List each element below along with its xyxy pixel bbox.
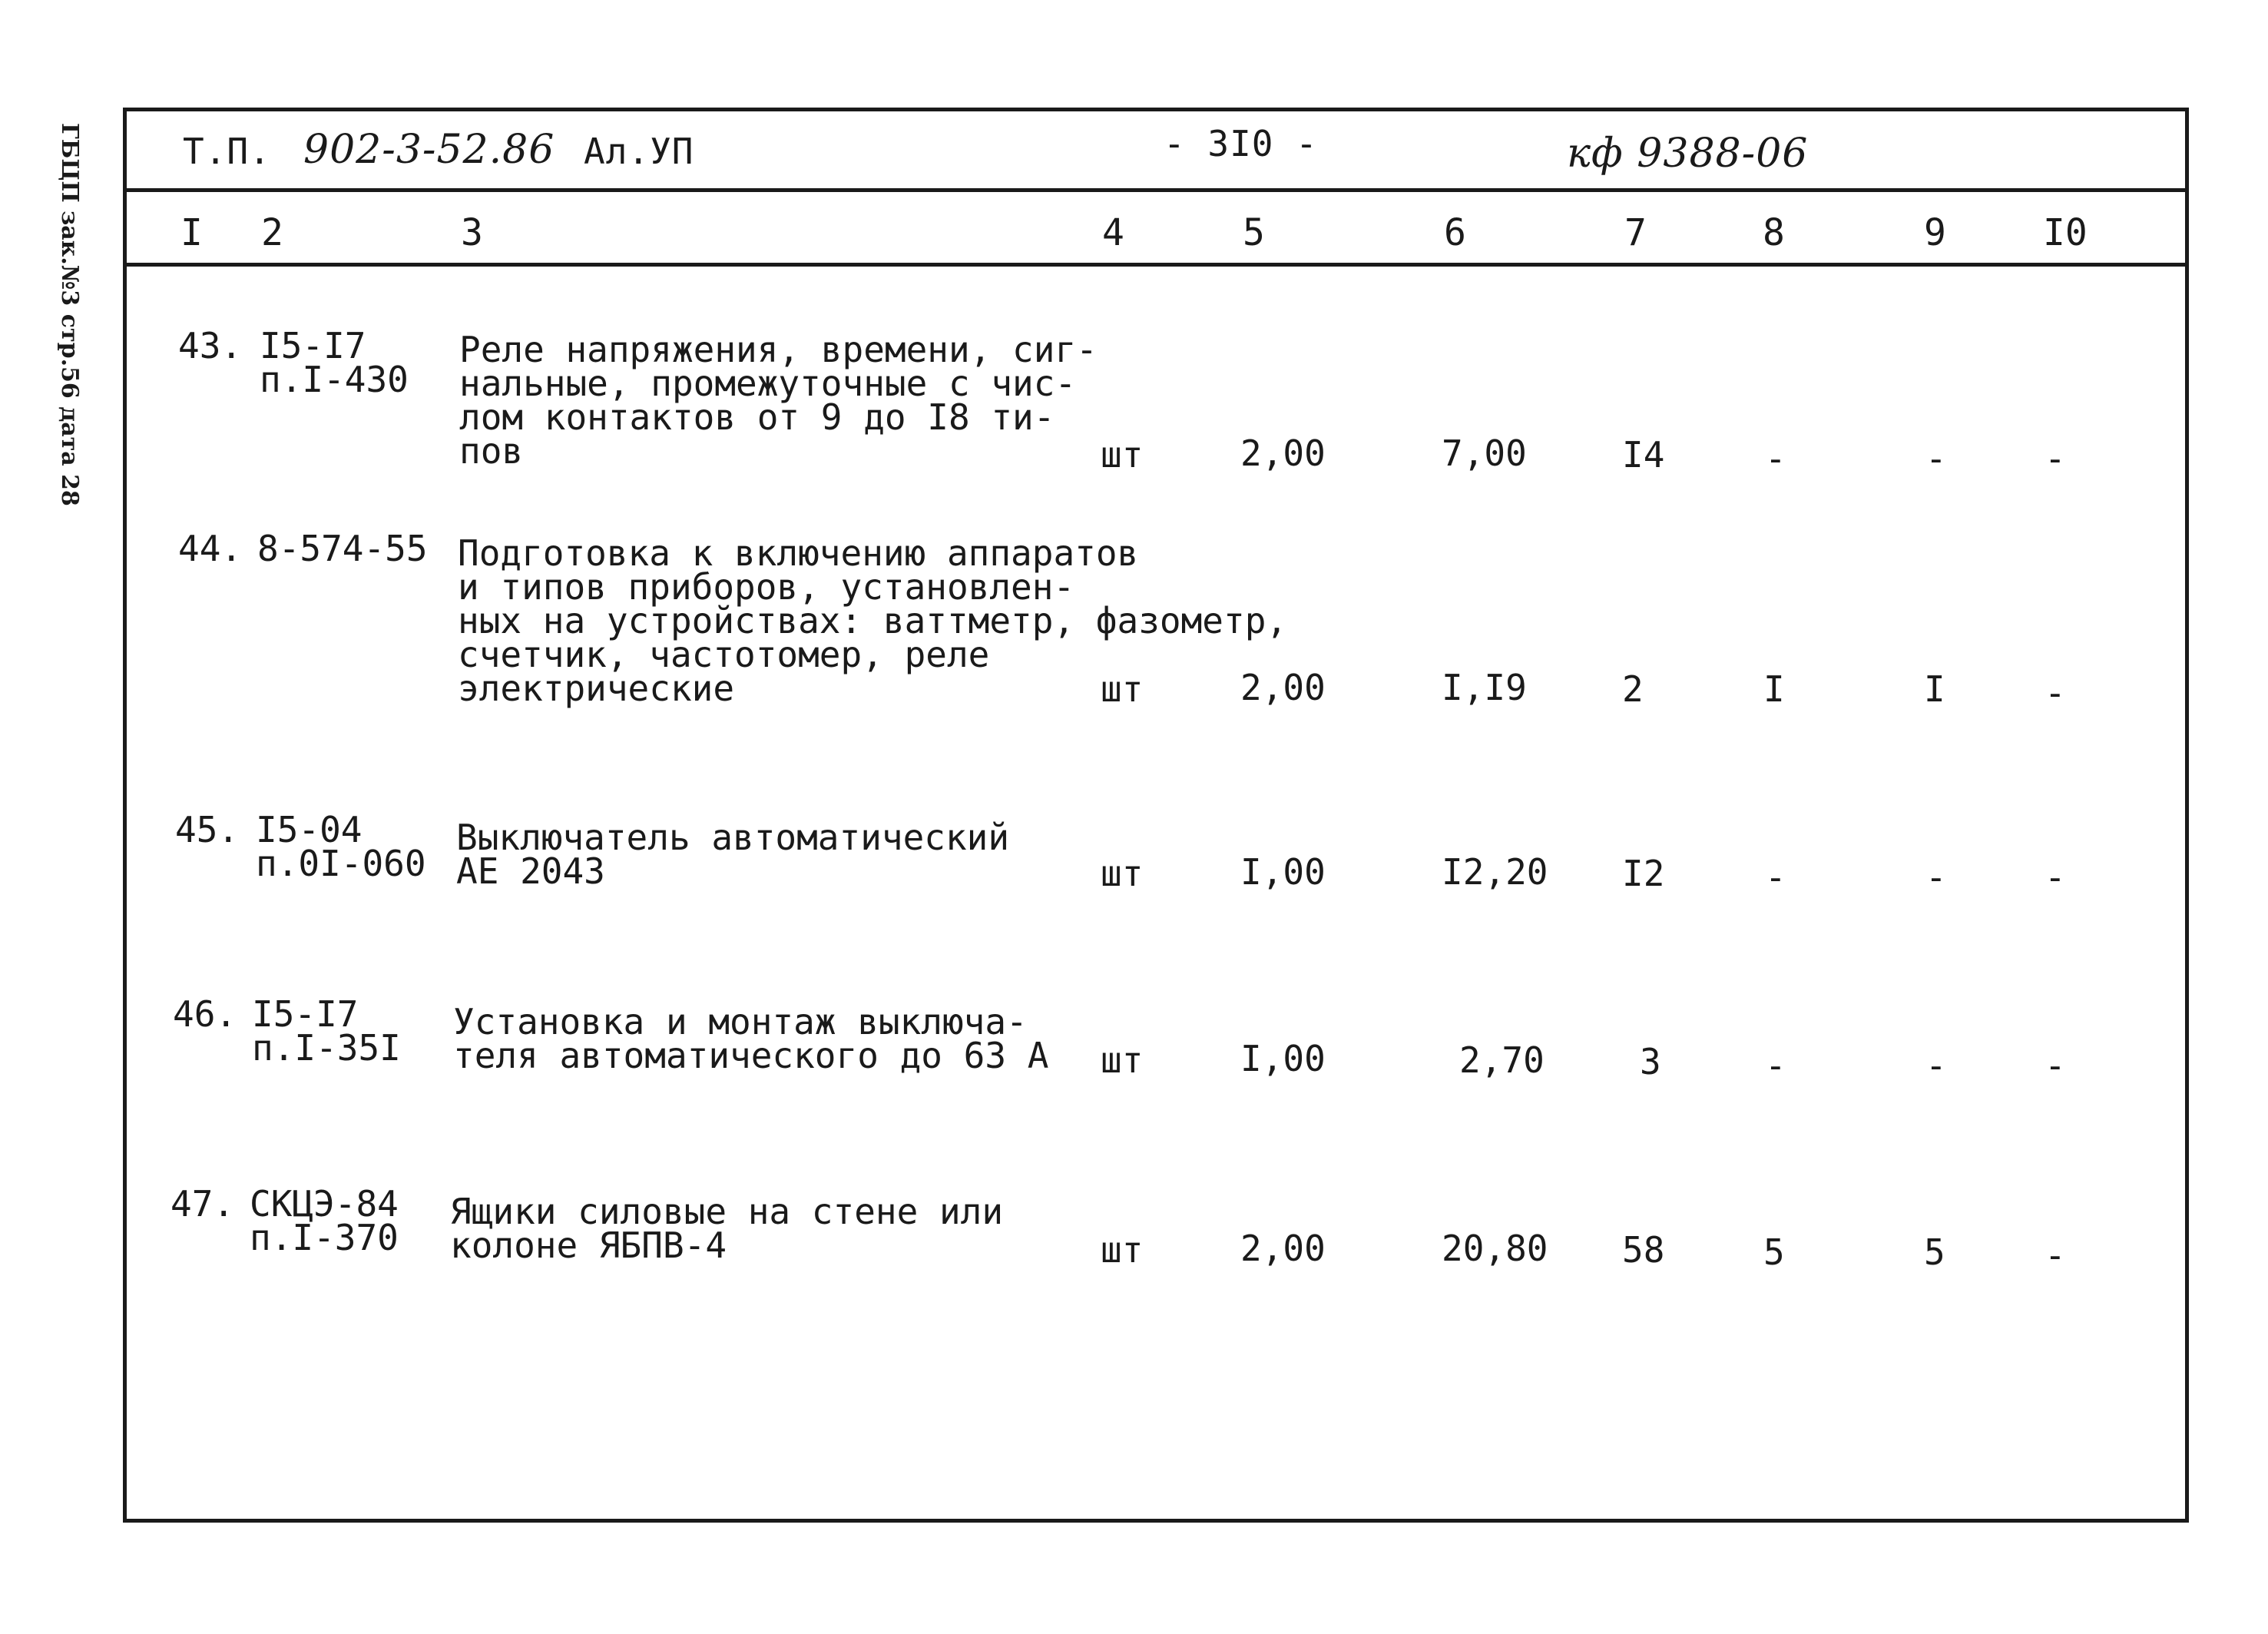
row-46-description: Установка и монтаж выключа- теля автоматического до 63 А [453, 1001, 1049, 1076]
row-46-col6: 2,70 [1459, 1039, 1545, 1081]
column-number-3: 3 [461, 211, 483, 254]
row-45-col9: - [1925, 857, 1947, 898]
row-43-col9: - [1925, 438, 1947, 479]
row-43-description: Реле напряжения, времени, сиг- нальные, промежуточные с чис- лом контактов от 9 до I8 ти- пов [459, 329, 1098, 472]
row-44-col6: I,I9 [1442, 667, 1527, 708]
row-43-number: 43. [178, 325, 243, 366]
header-document-code: кф 9388-06 [1567, 131, 1809, 177]
row-44-quantity: 2,00 [1240, 667, 1326, 708]
row-45-unit: шт [1101, 853, 1144, 894]
row-44-description: Подготовка к включению аппаратов и типов приборов, установлен- ных на устройствах: ваттметр, фазометр, счетчик, частотомер, реле электрические [458, 532, 1288, 709]
header-tp: Т.П. [183, 131, 271, 172]
row-45-description: Выключатель автоматический АЕ 2043 [456, 817, 1010, 892]
row-44-col8: I [1763, 668, 1785, 710]
row-43-quantity: 2,00 [1240, 433, 1326, 474]
row-47-col8: 5 [1763, 1231, 1785, 1273]
row-43-reference: I5-I7 п.I-430 [260, 325, 409, 400]
row-46-col8: - [1765, 1045, 1786, 1086]
row-44-number: 44. [178, 528, 243, 569]
row-46-quantity: I,00 [1240, 1038, 1326, 1079]
row-47-description: Ящики силовые на стене или колоне ЯБПВ-4 [450, 1191, 1004, 1266]
row-43-col10: - [2045, 438, 2066, 479]
row-45-reference: I5-04 п.0I-060 [256, 809, 426, 884]
column-number-4: 4 [1102, 211, 1124, 254]
header-divider [123, 188, 2189, 192]
row-43-col8: - [1765, 438, 1786, 479]
row-44-unit: шт [1101, 668, 1144, 710]
column-number-10: I0 [2043, 211, 2088, 254]
row-45-number: 45. [175, 809, 240, 850]
row-44-col10: - [2045, 672, 2066, 714]
margin-stamp-text: ГБЦП зак.№3 стр.56 дата 28 [56, 123, 83, 506]
row-44-col7: 2 [1622, 668, 1644, 710]
row-46-reference: I5-I7 п.I-35I [252, 993, 401, 1069]
row-47-reference: СКЦЭ-84 п.I-370 [250, 1183, 399, 1258]
row-46-col10: - [2045, 1045, 2066, 1086]
column-header-divider [123, 263, 2189, 267]
row-47-col10: - [2045, 1235, 2066, 1276]
row-47-number: 47. [171, 1183, 235, 1225]
header-page-number: - 3I0 - [1164, 123, 1318, 164]
column-number-6: 6 [1444, 211, 1466, 254]
row-45-quantity: I,00 [1240, 851, 1326, 893]
header-project-number: 902-3-52.86 [303, 127, 555, 173]
row-46-col7: 3 [1640, 1041, 1661, 1082]
row-47-col9: 5 [1924, 1231, 1945, 1273]
row-44-reference: 8-574-55 [257, 528, 428, 569]
header-album: Ал.УП [584, 131, 694, 172]
column-number-2: 2 [261, 211, 283, 254]
margin-stamp [46, 123, 92, 506]
row-46-number: 46. [173, 993, 237, 1035]
row-43-unit: шт [1101, 434, 1144, 476]
row-43-col7: I4 [1622, 434, 1665, 476]
column-number-7: 7 [1624, 211, 1647, 254]
row-46-col9: - [1925, 1045, 1947, 1086]
row-45-col7: I2 [1622, 853, 1665, 894]
row-47-col6: 20,80 [1442, 1228, 1548, 1269]
row-44-col9: I [1924, 668, 1945, 710]
row-46-unit: шт [1101, 1039, 1144, 1081]
row-43-col6: 7,00 [1442, 433, 1527, 474]
row-45-col10: - [2045, 857, 2066, 898]
column-number-8: 8 [1763, 211, 1785, 254]
column-number-9: 9 [1924, 211, 1946, 254]
row-47-col7: 58 [1622, 1229, 1665, 1271]
row-45-col8: - [1765, 857, 1786, 898]
column-number-1: I [180, 211, 203, 254]
row-45-col6: I2,20 [1442, 851, 1548, 893]
column-number-5: 5 [1243, 211, 1265, 254]
page-frame [123, 108, 2189, 1523]
row-47-unit: шт [1101, 1229, 1144, 1271]
row-47-quantity: 2,00 [1240, 1228, 1326, 1269]
